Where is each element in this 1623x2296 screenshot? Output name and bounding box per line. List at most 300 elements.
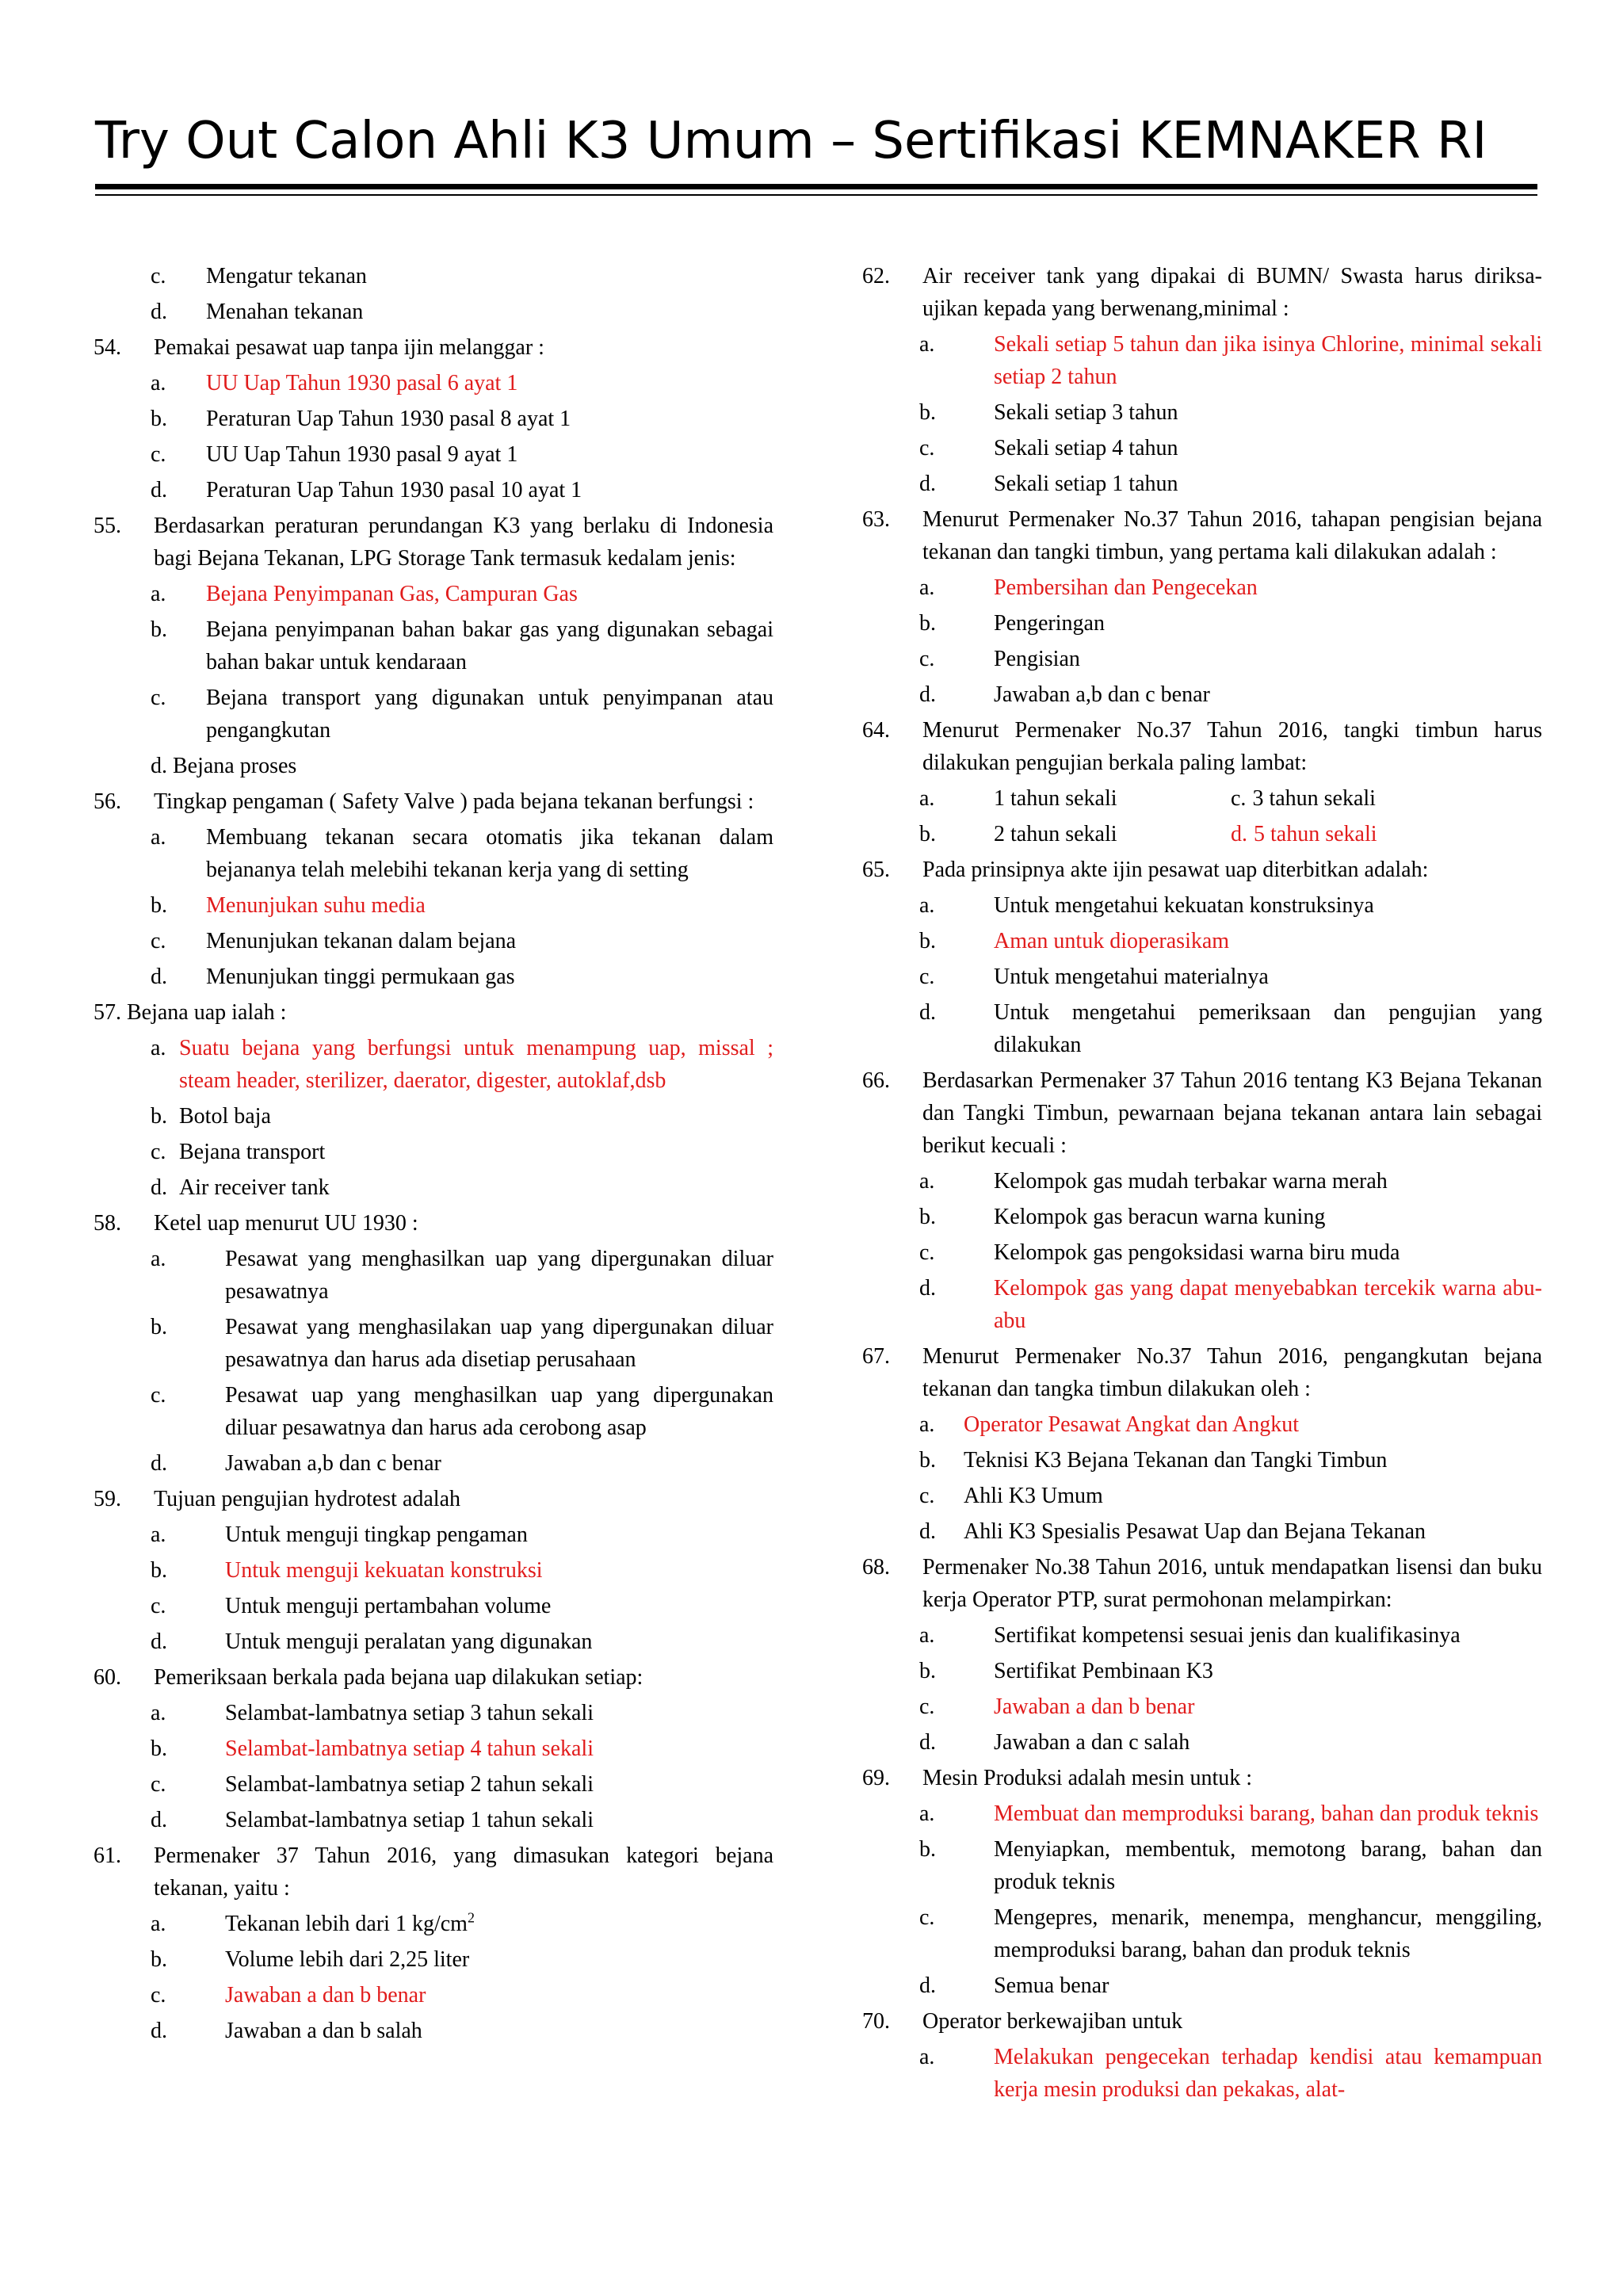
option-text <box>206 438 773 471</box>
option-text-content: Ahli K3 Spesialis Pesawat Uap dan Bejana Tekanan <box>964 1519 1426 1544</box>
answer-key-text <box>179 1032 773 1097</box>
option-label: b. <box>151 1315 167 1339</box>
answer-key-text <box>206 889 773 922</box>
question-item <box>862 1762 1542 1794</box>
answer-key-text <box>994 925 1542 957</box>
option-text <box>994 1833 1542 1898</box>
option-item <box>94 1979 773 2011</box>
question-item <box>94 1839 773 1904</box>
option-text <box>206 821 773 886</box>
option-label: c. <box>1231 786 1247 811</box>
option-label: a. <box>151 1912 166 1936</box>
question-number: 70. <box>862 2009 890 2034</box>
option-label: c. <box>151 264 166 288</box>
option-text-content: Operator Pesawat Angkat dan Angkut <box>964 1412 1300 1437</box>
question-text: Tingkap pengaman ( Safety Valve ) pada bejana tekanan berfungsi : <box>154 789 754 814</box>
option-text-content: Jawaban a,b dan c benar <box>225 1451 441 1476</box>
question-text: Berdasarkan peraturan perundangan K3 yang berlaku di Indonesia bagi Bejana Tekanan, LPG Storage Tank termasuk kedalam jenis: <box>154 514 773 571</box>
option-text-content: UU Uap Tahun 1930 pasal 6 ayat 1 <box>206 371 518 395</box>
left-column <box>94 260 773 2050</box>
option-text-content: Bejana transport <box>179 1140 326 1164</box>
option-label: c. <box>151 686 166 710</box>
option-text-content: Jawaban a dan b benar <box>994 1694 1195 1719</box>
option-text <box>994 1901 1542 1966</box>
option-text-content: Menunjukan tinggi permukaan gas <box>206 965 515 989</box>
option-item <box>862 643 1542 675</box>
option-item <box>862 1272 1542 1337</box>
option-text-content: Air receiver tank <box>179 1175 330 1200</box>
option-label: a. <box>919 332 935 357</box>
option-text-content: Untuk mengetahui pemeriksaan dan pengujian yang dilakukan <box>994 1000 1542 1057</box>
option-text-content: Kelompok gas beracun warna kuning <box>994 1205 1326 1229</box>
option-label: b. <box>151 617 167 642</box>
option-label: c. <box>919 1484 935 1508</box>
option-item <box>94 1697 773 1729</box>
option-text-content: Menunjukan tekanan dalam bejana <box>206 929 517 953</box>
option-item <box>94 1626 773 1658</box>
answer-key-text <box>994 328 1542 393</box>
answer-key-text <box>206 578 773 610</box>
option-text-content: Selambat-lambatnya setiap 2 tahun sekali <box>225 1772 594 1797</box>
option-text <box>225 1519 773 1551</box>
option-text <box>994 607 1542 640</box>
answer-key-text <box>994 1690 1542 1723</box>
option-label: d. <box>919 1730 936 1755</box>
option-label: d. <box>151 2019 167 2043</box>
option-text <box>206 474 773 506</box>
option-label: c. <box>151 1383 166 1408</box>
question-text: Tujuan pengujian hydrotest adalah <box>154 1487 461 1511</box>
option-text <box>206 613 773 678</box>
option-item <box>862 1165 1542 1198</box>
option-item <box>94 438 773 471</box>
option-text <box>994 1236 1542 1269</box>
option-item <box>94 613 773 678</box>
question-text: Operator berkewajiban untuk <box>922 2009 1183 2034</box>
question-item <box>862 1064 1542 1162</box>
answer-key-text <box>225 1979 773 2011</box>
option-text <box>206 403 773 435</box>
option-cell <box>919 782 1231 815</box>
option-item <box>94 1100 773 1133</box>
question-number: 60. <box>94 1665 121 1690</box>
question-number: 64. <box>862 718 890 743</box>
option-item <box>862 1726 1542 1759</box>
option-item <box>94 889 773 922</box>
option-item <box>94 296 773 328</box>
option-text-content: Peraturan Uap Tahun 1930 pasal 8 ayat 1 <box>206 407 571 431</box>
option-label: a. <box>151 1701 166 1725</box>
question-number: 54. <box>94 335 121 360</box>
option-label: c. <box>919 965 935 989</box>
option-label: c. <box>151 1772 166 1797</box>
option-label: b. <box>919 929 936 953</box>
option-text-content: Sertifikat kompetensi sesuai jenis dan kualifikasinya <box>994 1623 1461 1648</box>
answer-key-text <box>994 2041 1542 2106</box>
question-text: Pemeriksaan berkala pada bejana uap dilakukan setiap: <box>154 1665 643 1690</box>
option-text-content: Suatu bejana yang berfungsi untuk menampung uap, missal ; steam header, sterilizer, daerator, digester, autoklaf,dsb <box>179 1036 773 1093</box>
option-text-content: Membuat dan memproduksi barang, bahan dan produk teknis <box>994 1801 1539 1826</box>
option-item <box>862 1690 1542 1723</box>
option-label: c. <box>151 442 166 467</box>
option-text-content: Kelompok gas mudah terbakar warna merah <box>994 1169 1388 1194</box>
option-item <box>94 1519 773 1551</box>
option-text <box>206 260 773 292</box>
option-text <box>206 682 773 747</box>
option-item <box>94 1243 773 1308</box>
option-label: a. <box>151 825 166 850</box>
question-number: 55. <box>94 514 121 538</box>
option-text-content: Sekali setiap 5 tahun dan jika isinya Chlorine, minimal sekali setiap 2 tahun <box>994 332 1542 389</box>
option-item <box>862 1236 1542 1269</box>
option-label: d. <box>1231 822 1247 846</box>
option-text <box>225 2015 773 2047</box>
option-item <box>94 367 773 399</box>
option-text-content: Teknisi K3 Bejana Tekanan dan Tangki Timbun <box>964 1448 1388 1473</box>
option-label: d. <box>151 300 167 324</box>
option-text-content: Pesawat yang menghasilakan uap yang dipergunakan diluar pesawatnya dan harus ada disetiap perusahaan <box>225 1315 773 1372</box>
option-text <box>225 1768 773 1801</box>
option-text <box>225 1943 773 1976</box>
option-label: b. <box>151 1104 167 1129</box>
question-text: Pada prinsipnya akte ijin pesawat uap diterbitkan adalah: <box>922 858 1429 882</box>
option-label: a. <box>151 1522 166 1547</box>
option-text-content: Menahan tekanan <box>206 300 364 324</box>
option-label: b. <box>919 400 936 425</box>
option-label: d. <box>919 472 936 496</box>
option-text-content: Pembersihan dan Pengecekan <box>994 575 1258 600</box>
option-text-content: Peraturan Uap Tahun 1930 pasal 10 ayat 1 <box>206 478 582 502</box>
option-label: a. <box>151 1247 166 1271</box>
option-label: d. <box>151 1175 167 1200</box>
option-item <box>862 1444 1542 1477</box>
option-text-content: Kelompok gas pengoksidasi warna biru muda <box>994 1240 1400 1265</box>
option-label: a. <box>919 893 935 918</box>
question-item <box>94 785 773 818</box>
option-text <box>994 432 1542 464</box>
option-text-content: Melakukan pengecekan terhadap kendisi atau kemampuan kerja mesin produksi dan pekakas, alat- <box>994 2045 1542 2102</box>
option-text-content: Selambat-lambatnya setiap 3 tahun sekali <box>225 1701 594 1725</box>
option-text <box>225 1447 773 1480</box>
question-text: 57. Bejana uap ialah : <box>94 1000 287 1025</box>
option-text <box>964 1444 1542 1477</box>
option-text-content: Sekali setiap 3 tahun <box>994 400 1178 425</box>
option-item <box>862 996 1542 1061</box>
option-text-content: Menunjukan suhu media <box>206 893 426 918</box>
option-text <box>225 1311 773 1376</box>
option-item <box>94 403 773 435</box>
question-item <box>94 331 773 364</box>
option-text <box>994 996 1542 1061</box>
option-item <box>862 328 1542 393</box>
option-item <box>862 925 1542 957</box>
question-item <box>862 503 1542 568</box>
option-text-content: Menyiapkan, membentuk, memotong barang, bahan dan produk teknis <box>994 1837 1542 1894</box>
answer-key-text <box>994 1797 1542 1830</box>
option-label: d. <box>151 478 167 502</box>
option-label: a. <box>919 786 935 811</box>
option-label: d. <box>919 682 936 707</box>
header-rule-thick <box>95 184 1537 189</box>
option-text <box>225 1590 773 1622</box>
question-item <box>94 996 773 1029</box>
option-label: b. <box>151 893 167 918</box>
option-text-content: Bejana Penyimpanan Gas, Campuran Gas <box>206 582 578 606</box>
question-number: 59. <box>94 1487 121 1511</box>
option-label: a. <box>919 1623 935 1648</box>
question-text: Menurut Permenaker No.37 Tahun 2016, tangki timbun harus dilakukan pengujian berkala paling lambat: <box>922 718 1542 775</box>
option-label: b. <box>919 1837 936 1862</box>
option-item <box>862 889 1542 922</box>
option-item <box>94 1804 773 1836</box>
option-item <box>94 1171 773 1204</box>
option-item <box>862 1408 1542 1441</box>
option-text: 3 tahun sekali <box>1252 786 1376 811</box>
option-label: b. <box>919 1659 936 1683</box>
option-text-content: Mengepres, menarik, menempa, menghancur, menggiling, memproduksi barang, bahan dan produk teknis <box>994 1905 1542 1962</box>
option-text-content: UU Uap Tahun 1930 pasal 9 ayat 1 <box>206 442 518 467</box>
option-text-content: Sekali setiap 1 tahun <box>994 472 1178 496</box>
option-label: c. <box>151 1594 166 1618</box>
option-text <box>994 396 1542 429</box>
option-item <box>862 678 1542 711</box>
option-row-two-column <box>862 818 1542 850</box>
option-text <box>225 1804 773 1836</box>
option-item <box>862 1655 1542 1687</box>
option-item <box>94 474 773 506</box>
option-label: c. <box>919 1694 935 1719</box>
option-item <box>94 1733 773 1765</box>
option-item <box>94 1032 773 1097</box>
option-text <box>994 961 1542 993</box>
option-text <box>206 961 773 993</box>
question-number: 56. <box>94 789 121 814</box>
option-text: d. Bejana proses <box>151 754 297 778</box>
option-text <box>994 1165 1542 1198</box>
question-text: Menurut Permenaker No.37 Tahun 2016, tahapan pengisian bejana tekanan dan tangki timbun, yang pertama kali dilakukan adalah : <box>922 507 1542 564</box>
option-text <box>225 1697 773 1729</box>
option-text <box>179 1100 773 1133</box>
question-item <box>94 1661 773 1694</box>
question-item <box>94 1207 773 1240</box>
option-item <box>862 1901 1542 1966</box>
option-text-content: Sertifikat Pembinaan K3 <box>994 1659 1213 1683</box>
question-number: 63. <box>862 507 890 532</box>
option-label: c. <box>919 647 935 671</box>
option-text-content: Pengeringan <box>994 611 1105 636</box>
answer-key-text <box>994 571 1542 604</box>
option-text-content: Kelompok gas yang dapat menyebabkan tercekik warna abu-abu <box>994 1276 1542 1333</box>
option-cell <box>1231 818 1542 850</box>
option-text-content: Untuk menguji pertambahan volume <box>225 1594 552 1618</box>
answer-key-text <box>206 367 773 399</box>
option-text <box>225 1908 773 1940</box>
option-label: b. <box>919 611 936 636</box>
option-text-content: Selambat-lambatnya setiap 4 tahun sekali <box>225 1736 594 1761</box>
option-text <box>206 296 773 328</box>
option-item <box>862 1797 1542 1830</box>
option-text <box>964 1480 1542 1512</box>
option-label: d. <box>919 1276 936 1301</box>
option-item <box>94 682 773 747</box>
option-item <box>94 1311 773 1376</box>
option-label: a. <box>151 371 166 395</box>
option-label: a. <box>151 582 166 606</box>
option-text-content: Pengisian <box>994 647 1080 671</box>
question-text: Permenaker No.38 Tahun 2016, untuk mendapatkan lisensi dan buku kerja Operator PTP, surat permohonan melampirkan: <box>922 1555 1542 1612</box>
option-text-content: Volume lebih dari 2,25 liter <box>225 1947 470 1972</box>
option-text <box>994 889 1542 922</box>
option-text <box>994 1726 1542 1759</box>
option-text <box>994 1969 1542 2002</box>
option-item <box>862 1480 1542 1512</box>
option-label: a. <box>151 1036 166 1060</box>
option-label: c. <box>151 1983 166 2008</box>
question-text: Ketel uap menurut UU 1930 : <box>154 1211 418 1236</box>
option-item <box>862 607 1542 640</box>
option-label: d. <box>151 1451 167 1476</box>
question-text: Pemakai pesawat uap tanpa ijin melanggar : <box>154 335 544 360</box>
question-item <box>94 510 773 575</box>
option-label: b. <box>151 1736 167 1761</box>
option-label: b. <box>151 1947 167 1972</box>
question-number: 61. <box>94 1843 121 1868</box>
option-text-content: Ahli K3 Umum <box>964 1484 1103 1508</box>
question-number: 67. <box>862 1344 890 1369</box>
option-label: c. <box>151 929 166 953</box>
option-item <box>94 1590 773 1622</box>
option-text-content: Pesawat uap yang menghasilkan uap yang dipergunakan diluar pesawatnya dan harus ada cerobong asap <box>225 1383 773 1440</box>
option-item <box>94 260 773 292</box>
option-text-content: Untuk menguji tingkap pengaman <box>225 1522 528 1547</box>
question-item <box>862 714 1542 779</box>
option-label: b. <box>919 822 936 846</box>
option-label: c. <box>151 1140 166 1164</box>
option-text-content: Selambat-lambatnya setiap 1 tahun sekali <box>225 1808 594 1832</box>
option-item <box>94 1943 773 1976</box>
option-item <box>94 2015 773 2047</box>
option-item <box>94 821 773 886</box>
option-text-content: Bejana transport yang digunakan untuk penyimpanan atau pengangkutan <box>206 686 773 743</box>
question-number: 69. <box>862 1766 890 1790</box>
option-item <box>862 1515 1542 1548</box>
option-item <box>862 396 1542 429</box>
question-number: 58. <box>94 1211 121 1236</box>
option-label: a. <box>919 575 935 600</box>
option-label: c. <box>919 436 935 460</box>
option-label: b. <box>151 1558 167 1583</box>
option-item <box>862 432 1542 464</box>
option-text <box>994 1655 1542 1687</box>
option-item <box>94 1136 773 1168</box>
option-text <box>179 1136 773 1168</box>
option-item <box>94 925 773 957</box>
option-label: d. <box>919 1973 936 1998</box>
option-item <box>862 1201 1542 1233</box>
option-text <box>994 468 1542 500</box>
question-number: 62. <box>862 264 890 288</box>
question-number: 66. <box>862 1068 890 1093</box>
option-text-content: Sekali setiap 4 tahun <box>994 436 1178 460</box>
option-text-content: Bejana penyimpanan bahan bakar gas yang digunakan sebagai bahan bakar untuk kendaraan <box>206 617 773 674</box>
answer-key-text <box>994 1272 1542 1337</box>
option-label: d. <box>151 1808 167 1832</box>
question-item <box>862 1551 1542 1616</box>
question-item <box>862 260 1542 325</box>
option-label: d. <box>919 1519 936 1544</box>
question-text: Mesin Produksi adalah mesin untuk : <box>922 1766 1253 1790</box>
option-text-content: Untuk mengetahui kekuatan konstruksinya <box>994 893 1374 918</box>
superscript: 2 <box>467 1909 475 1926</box>
option-item <box>862 1619 1542 1652</box>
option-label: a. <box>919 1801 935 1826</box>
option-item <box>862 1969 1542 2002</box>
option-cell <box>1231 782 1542 815</box>
option-text: 2 tahun sekali <box>994 822 1117 846</box>
option-text-content: Membuang tekanan secara otomatis jika tekanan dalam bejananya telah melebihi tekanan kerja yang di setting <box>206 825 773 882</box>
option-text-content: Pesawat yang menghasilkan uap yang dipergunakan diluar pesawatnya <box>225 1247 773 1304</box>
page-title: Try Out Calon Ahli K3 Umum – Sertifikasi KEMNAKER RI <box>95 112 1487 170</box>
option-cell <box>919 818 1231 850</box>
option-item <box>862 1833 1542 1898</box>
option-item <box>94 1554 773 1587</box>
option-text <box>994 1201 1542 1233</box>
option-item <box>862 571 1542 604</box>
option-label: b. <box>919 1205 936 1229</box>
question-item <box>862 1340 1542 1405</box>
option-item <box>94 750 773 782</box>
option-text <box>994 678 1542 711</box>
question-number: 65. <box>862 858 890 882</box>
option-text <box>225 1626 773 1658</box>
option-text <box>206 925 773 957</box>
option-item <box>862 2041 1542 2106</box>
option-item <box>862 468 1542 500</box>
option-text-content: Jawaban a dan b benar <box>225 1983 426 2008</box>
option-text-content: Jawaban a,b dan c benar <box>994 682 1210 707</box>
question-text: Air receiver tank yang dipakai di BUMN/ Swasta harus diriksa-ujikan kepada yang berwenang,minimal : <box>922 264 1542 321</box>
question-item <box>862 854 1542 886</box>
option-text <box>994 643 1542 675</box>
option-text-content: Untuk menguji kekuatan konstruksi <box>225 1558 543 1583</box>
option-label: d. <box>919 1000 936 1025</box>
option-text-content: Tekanan lebih dari 1 kg/cm <box>225 1912 468 1936</box>
answer-key-text: 5 tahun sekali <box>1254 822 1377 846</box>
option-text-content: Jawaban a dan c salah <box>994 1730 1190 1755</box>
question-item <box>94 1483 773 1515</box>
option-text <box>994 1619 1542 1652</box>
option-text <box>964 1515 1542 1548</box>
option-text <box>179 1171 773 1204</box>
question-text: Permenaker 37 Tahun 2016, yang dimasukan kategori bejana tekanan, yaitu : <box>154 1843 773 1901</box>
option-text-content: Mengatur tekanan <box>206 264 367 288</box>
option-text <box>225 1379 773 1444</box>
answer-key-text <box>225 1554 773 1587</box>
option-label: d. <box>151 965 167 989</box>
question-item <box>862 2005 1542 2038</box>
question-number: 68. <box>862 1555 890 1580</box>
option-label: b. <box>919 1448 936 1473</box>
option-label: d. <box>151 1629 167 1654</box>
option-label: a. <box>919 2045 935 2069</box>
option-item <box>94 1768 773 1801</box>
option-text-content: Botol baja <box>179 1104 271 1129</box>
option-text-content: Untuk menguji peralatan yang digunakan <box>225 1629 593 1654</box>
option-item <box>862 961 1542 993</box>
option-label: a. <box>919 1412 935 1437</box>
option-item <box>94 1908 773 1940</box>
option-text-content: Jawaban a dan b salah <box>225 2019 422 2043</box>
